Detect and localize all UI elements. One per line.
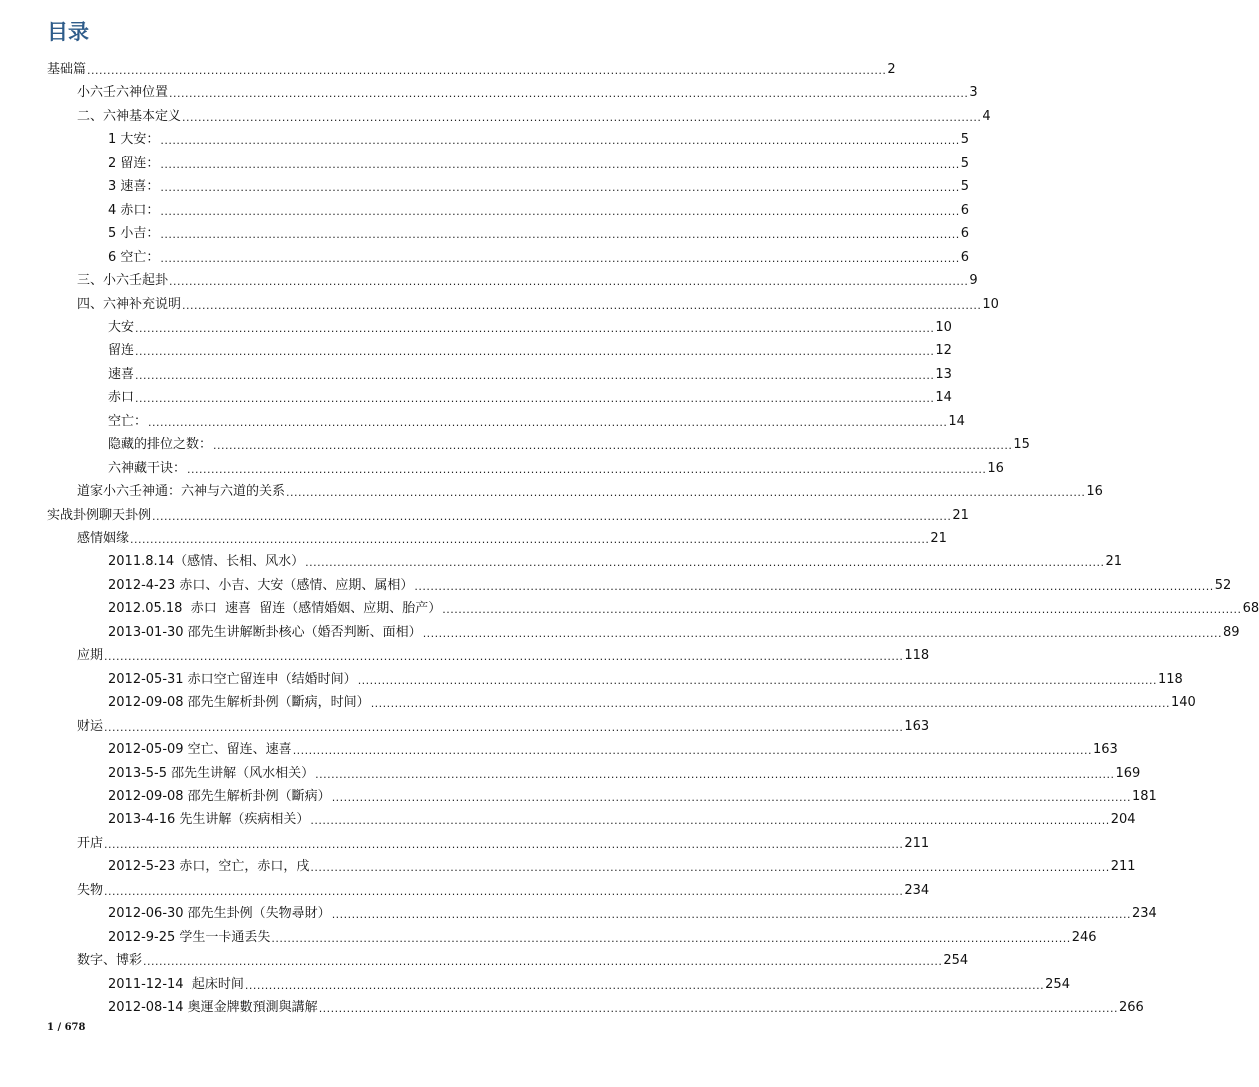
dot-leader: ........................................................................................................................................................................................................ — [160, 134, 960, 148]
toc-entry-label: 2012-08-14 奥運金牌數預測與講解 — [108, 1000, 318, 1015]
dot-leader: ........................................................................................................................................................................................................ — [331, 790, 1132, 804]
toc-entry-page-number: 16 — [1086, 484, 1103, 500]
toc-entry-label: 1 大安： — [108, 132, 160, 148]
toc-entry[interactable] — [108, 150, 970, 173]
toc-entry-page-number: 163 — [1093, 742, 1118, 758]
toc-entry-page-number: 52 — [1214, 577, 1232, 593]
dot-leader: ........................................................................................................................................................................................................ — [331, 908, 1132, 922]
toc-entry-label: 6 空亡： — [108, 249, 160, 265]
toc-entry-label: 四、六神补充说明 — [77, 296, 182, 312]
toc-entry-label: 小六壬六神位置 — [77, 85, 169, 101]
toc-entry-page-number: 14 — [948, 413, 965, 429]
toc-entry-label: 2012.05.18 赤口 速喜 留连（感情婚姻、应期、胎产） — [108, 601, 442, 617]
toc-entry[interactable] — [108, 126, 970, 149]
toc-entry-label: 开店 — [77, 835, 104, 851]
toc-entry-label: 2011-12-14 起床时间 — [108, 976, 244, 992]
toc-entry-page-number: 234 — [904, 882, 930, 898]
toc-entry[interactable] — [108, 666, 1183, 689]
dot-leader: ........................................................................................................................................................................................................ — [244, 978, 1045, 992]
toc-entry-page-number: 89 — [1223, 624, 1240, 640]
dot-leader: ........................................................................................................................................................................................................ — [182, 110, 982, 124]
toc-entry-page-number: 5 — [960, 155, 970, 171]
toc-entry[interactable] — [108, 900, 1157, 923]
toc-entry[interactable] — [77, 713, 930, 736]
toc-entry-label: 财运 — [77, 718, 104, 734]
dot-leader: ........................................................................................................................................................................................................ — [422, 626, 1223, 640]
toc-entry-page-number: 163 — [904, 718, 930, 734]
dot-leader: ........................................................................................................................................................................................................ — [182, 298, 982, 312]
dot-leader: ........................................................................................................................................................................................................ — [286, 486, 1086, 500]
dot-leader: ........................................................................................................................................................................................................ — [130, 533, 930, 546]
toc-entry-label: 4 赤口： — [108, 202, 160, 218]
toc-entry-page-number: 10 — [982, 296, 999, 312]
toc-entry[interactable] — [47, 56, 896, 79]
toc-entry-label: 失物 — [77, 882, 104, 898]
toc-entry-label: 隐藏的排位之数： — [108, 437, 213, 453]
toc-entry[interactable] — [77, 79, 978, 102]
toc-entry-label: 赤口 — [108, 390, 135, 406]
toc-entry-page-number: 68 — [1242, 601, 1259, 617]
toc-entry-label: 5 小吉： — [108, 226, 160, 242]
toc-entry[interactable] — [108, 455, 1004, 478]
toc-entry-label: 2012-05-31 赤口空亡留连申（结婚时间） — [108, 671, 357, 687]
toc-entry-page-number: 5 — [960, 179, 970, 195]
toc-entry[interactable] — [108, 994, 1144, 1017]
toc-entry-page-number: 266 — [1119, 1000, 1144, 1015]
toc-entry[interactable] — [77, 642, 930, 665]
toc-entry-label: 道家小六壬神通：六神与六道的关系 — [77, 484, 286, 500]
toc-entry-page-number: 6 — [960, 226, 970, 242]
toc-entry[interactable] — [47, 502, 969, 525]
toc-entry-page-number: 254 — [943, 953, 969, 969]
toc-entry[interactable] — [108, 220, 970, 243]
toc-entry-page-number: 13 — [935, 366, 952, 382]
toc-entry[interactable] — [108, 361, 952, 384]
dot-leader: ........................................................................................................................................................................................................ — [318, 1002, 1119, 1015]
toc-entry[interactable] — [108, 548, 1123, 571]
dot-leader: ........................................................................................................................................................................................................ — [148, 415, 948, 429]
toc-entry-page-number: 14 — [935, 390, 952, 406]
dot-leader: ........................................................................................................................................................................................................ — [357, 673, 1158, 687]
toc-entry-page-number: 234 — [1132, 906, 1157, 922]
toc-entry[interactable] — [108, 783, 1157, 806]
toc-entry-label: 2013-01-30 邵先生讲解断卦核心（婚否判断、面相） — [108, 624, 422, 640]
dot-leader: ........................................................................................................................................................................................................ — [310, 861, 1110, 875]
toc-entry-page-number: 15 — [1013, 437, 1030, 453]
toc-entry-label: 实战卦例聊天卦例 — [47, 507, 152, 523]
dot-leader: ........................................................................................................................................................................................................ — [135, 345, 935, 359]
toc-entry-label: 速喜 — [108, 366, 135, 382]
dot-leader: ........................................................................................................................................................................................................ — [160, 157, 960, 171]
toc-entry-label: 六神藏干诀： — [108, 460, 187, 476]
dot-leader: ........................................................................................................................................................................................................ — [152, 509, 952, 523]
toc-entry-page-number: 2 — [887, 62, 896, 77]
toc-entry[interactable] — [108, 384, 952, 407]
toc-entry-label: 2012-9-25 学生一卡通丢失 — [108, 929, 271, 945]
toc-entry-page-number: 10 — [935, 319, 952, 335]
dot-leader: ........................................................................................................................................................................................................ — [169, 87, 969, 101]
toc-entry-label: 感情姻缘 — [77, 531, 130, 546]
dot-leader: ........................................................................................................................................................................................................ — [87, 64, 887, 77]
toc-entry-label: 2011.8.14（感情、长相、风水） — [108, 554, 305, 570]
toc-entry-label: 应期 — [77, 648, 104, 664]
toc-entry[interactable] — [108, 314, 952, 337]
toc-entry-page-number: 118 — [904, 648, 930, 664]
toc-entry-label: 2013-5-5 邵先生讲解（风水相关） — [108, 765, 315, 781]
toc-entry-label: 三、小六壬起卦 — [77, 273, 169, 289]
toc-entry-label: 2012-05-09 空亡、留连、速喜 — [108, 742, 292, 758]
dot-leader: ........................................................................................................................................................................................................ — [160, 251, 960, 265]
toc-entry[interactable] — [108, 689, 1196, 712]
toc-entry-page-number: 21 — [952, 507, 969, 523]
toc-entry-page-number: 204 — [1110, 812, 1136, 828]
toc-entry[interactable] — [108, 924, 1097, 947]
toc-entry[interactable] — [108, 197, 970, 220]
toc-entry-label: 空亡： — [108, 413, 148, 429]
toc-entry-page-number: 9 — [969, 273, 978, 289]
dot-leader: ........................................................................................................................................................................................................ — [292, 744, 1093, 758]
toc-entry[interactable] — [77, 830, 930, 853]
dot-leader: ........................................................................................................................................................................................................ — [135, 392, 935, 406]
toc-entry[interactable] — [108, 572, 1232, 595]
dot-leader: ........................................................................................................................................................................................................ — [305, 556, 1105, 570]
toc-entry-label: 2013-4-16 先生讲解（疾病相关） — [108, 812, 310, 828]
toc-entry-page-number: 21 — [1105, 554, 1123, 570]
toc-entry-page-number: 6 — [960, 202, 970, 218]
toc-entry-page-number: 254 — [1045, 976, 1070, 992]
dot-leader: ........................................................................................................................................................................................................ — [169, 275, 969, 289]
toc-entry[interactable] — [77, 877, 930, 900]
toc-entry-page-number: 6 — [960, 249, 970, 265]
dot-leader: ........................................................................................................................................................................................................ — [271, 931, 1071, 945]
toc-entry[interactable] — [77, 103, 991, 126]
toc-entry[interactable] — [77, 267, 978, 290]
dot-leader: ........................................................................................................................................................................................................ — [310, 814, 1110, 828]
toc-entry-page-number: 3 — [969, 85, 978, 101]
toc-entry-label: 数字、博彩 — [77, 953, 143, 969]
toc-entry[interactable] — [77, 478, 1103, 501]
toc-entry-label: 留连 — [108, 343, 135, 359]
toc-title: 目录 — [47, 20, 89, 44]
dot-leader: ........................................................................................................................................................................................................ — [104, 720, 904, 734]
toc-entry[interactable] — [77, 291, 999, 314]
dot-leader: ........................................................................................................................................................................................................ — [135, 368, 935, 382]
toc-entry-label: 2 留连： — [108, 155, 160, 171]
toc-entry-page-number: 169 — [1115, 765, 1141, 781]
toc-entry[interactable] — [77, 947, 969, 970]
toc-entry[interactable] — [77, 525, 947, 548]
toc-entry[interactable] — [108, 337, 952, 360]
toc-entry[interactable] — [108, 431, 1030, 454]
toc-entry[interactable] — [108, 595, 1259, 618]
toc-entry-page-number: 181 — [1132, 788, 1157, 804]
dot-leader: ........................................................................................................................................................................................................ — [160, 181, 960, 195]
dot-leader: ........................................................................................................................................................................................................ — [104, 837, 904, 851]
dot-leader: ........................................................................................................................................................................................................ — [187, 462, 987, 476]
toc-entry-page-number: 211 — [904, 835, 930, 851]
dot-leader: ........................................................................................................................................................................................................ — [143, 955, 943, 969]
dot-leader: ........................................................................................................................................................................................................ — [104, 884, 904, 898]
toc-entry[interactable] — [108, 971, 1070, 994]
toc-entry-page-number: 246 — [1071, 929, 1097, 945]
toc-entry-page-number: 16 — [987, 460, 1004, 476]
toc-entry-label: 基础篇 — [47, 62, 87, 77]
toc-entry-page-number: 5 — [960, 132, 970, 148]
toc-entry[interactable] — [108, 619, 1240, 642]
toc-entry-page-number: 12 — [935, 343, 952, 359]
toc-entry-page-number: 21 — [930, 531, 947, 546]
toc-entry-label: 2012-06-30 邵先生卦例（失物尋財） — [108, 906, 331, 922]
toc-entry-label: 2012-09-08 邵先生解析卦例（斷病） — [108, 788, 331, 804]
toc-entry-label: 二、六神基本定义 — [77, 108, 182, 124]
toc-entry-label: 2012-4-23 赤口、小吉、大安（感情、应期、属相） — [108, 577, 414, 593]
toc-entry[interactable] — [108, 408, 965, 431]
toc-entry[interactable] — [108, 760, 1141, 783]
dot-leader: ........................................................................................................................................................................................................ — [135, 321, 935, 335]
toc-entry[interactable] — [108, 736, 1118, 759]
toc-entry-label: 2012-5-23 赤口，空亡，赤口，戌 — [108, 859, 310, 875]
toc-entry-page-number: 4 — [982, 108, 991, 124]
dot-leader: ........................................................................................................................................................................................................ — [160, 204, 960, 218]
toc-entry[interactable] — [108, 244, 970, 267]
toc-entry-page-number: 118 — [1158, 671, 1183, 687]
toc-entry-label: 2012-09-08 邵先生解析卦例（斷病，时间） — [108, 695, 370, 711]
toc-entry-label: 3 速喜： — [108, 179, 160, 195]
dot-leader: ........................................................................................................................................................................................................ — [213, 439, 1013, 453]
dot-leader: ........................................................................................................................................................................................................ — [370, 697, 1171, 711]
toc-entry-page-number: 140 — [1171, 695, 1196, 711]
dot-leader: ........................................................................................................................................................................................................ — [160, 228, 960, 242]
toc-entry[interactable] — [108, 806, 1136, 829]
dot-leader: ........................................................................................................................................................................................................ — [414, 579, 1214, 593]
dot-leader: ........................................................................................................................................................................................................ — [315, 767, 1115, 781]
toc-entry-page-number: 211 — [1110, 859, 1136, 875]
toc-entry[interactable] — [108, 173, 970, 196]
page-indicator: 1 / 678 — [47, 1022, 86, 1033]
dot-leader: ........................................................................................................................................................................................................ — [104, 650, 904, 664]
toc-entry[interactable] — [108, 853, 1136, 876]
dot-leader: ........................................................................................................................................................................................................ — [442, 603, 1242, 617]
toc-entry-label: 大安 — [108, 319, 135, 335]
